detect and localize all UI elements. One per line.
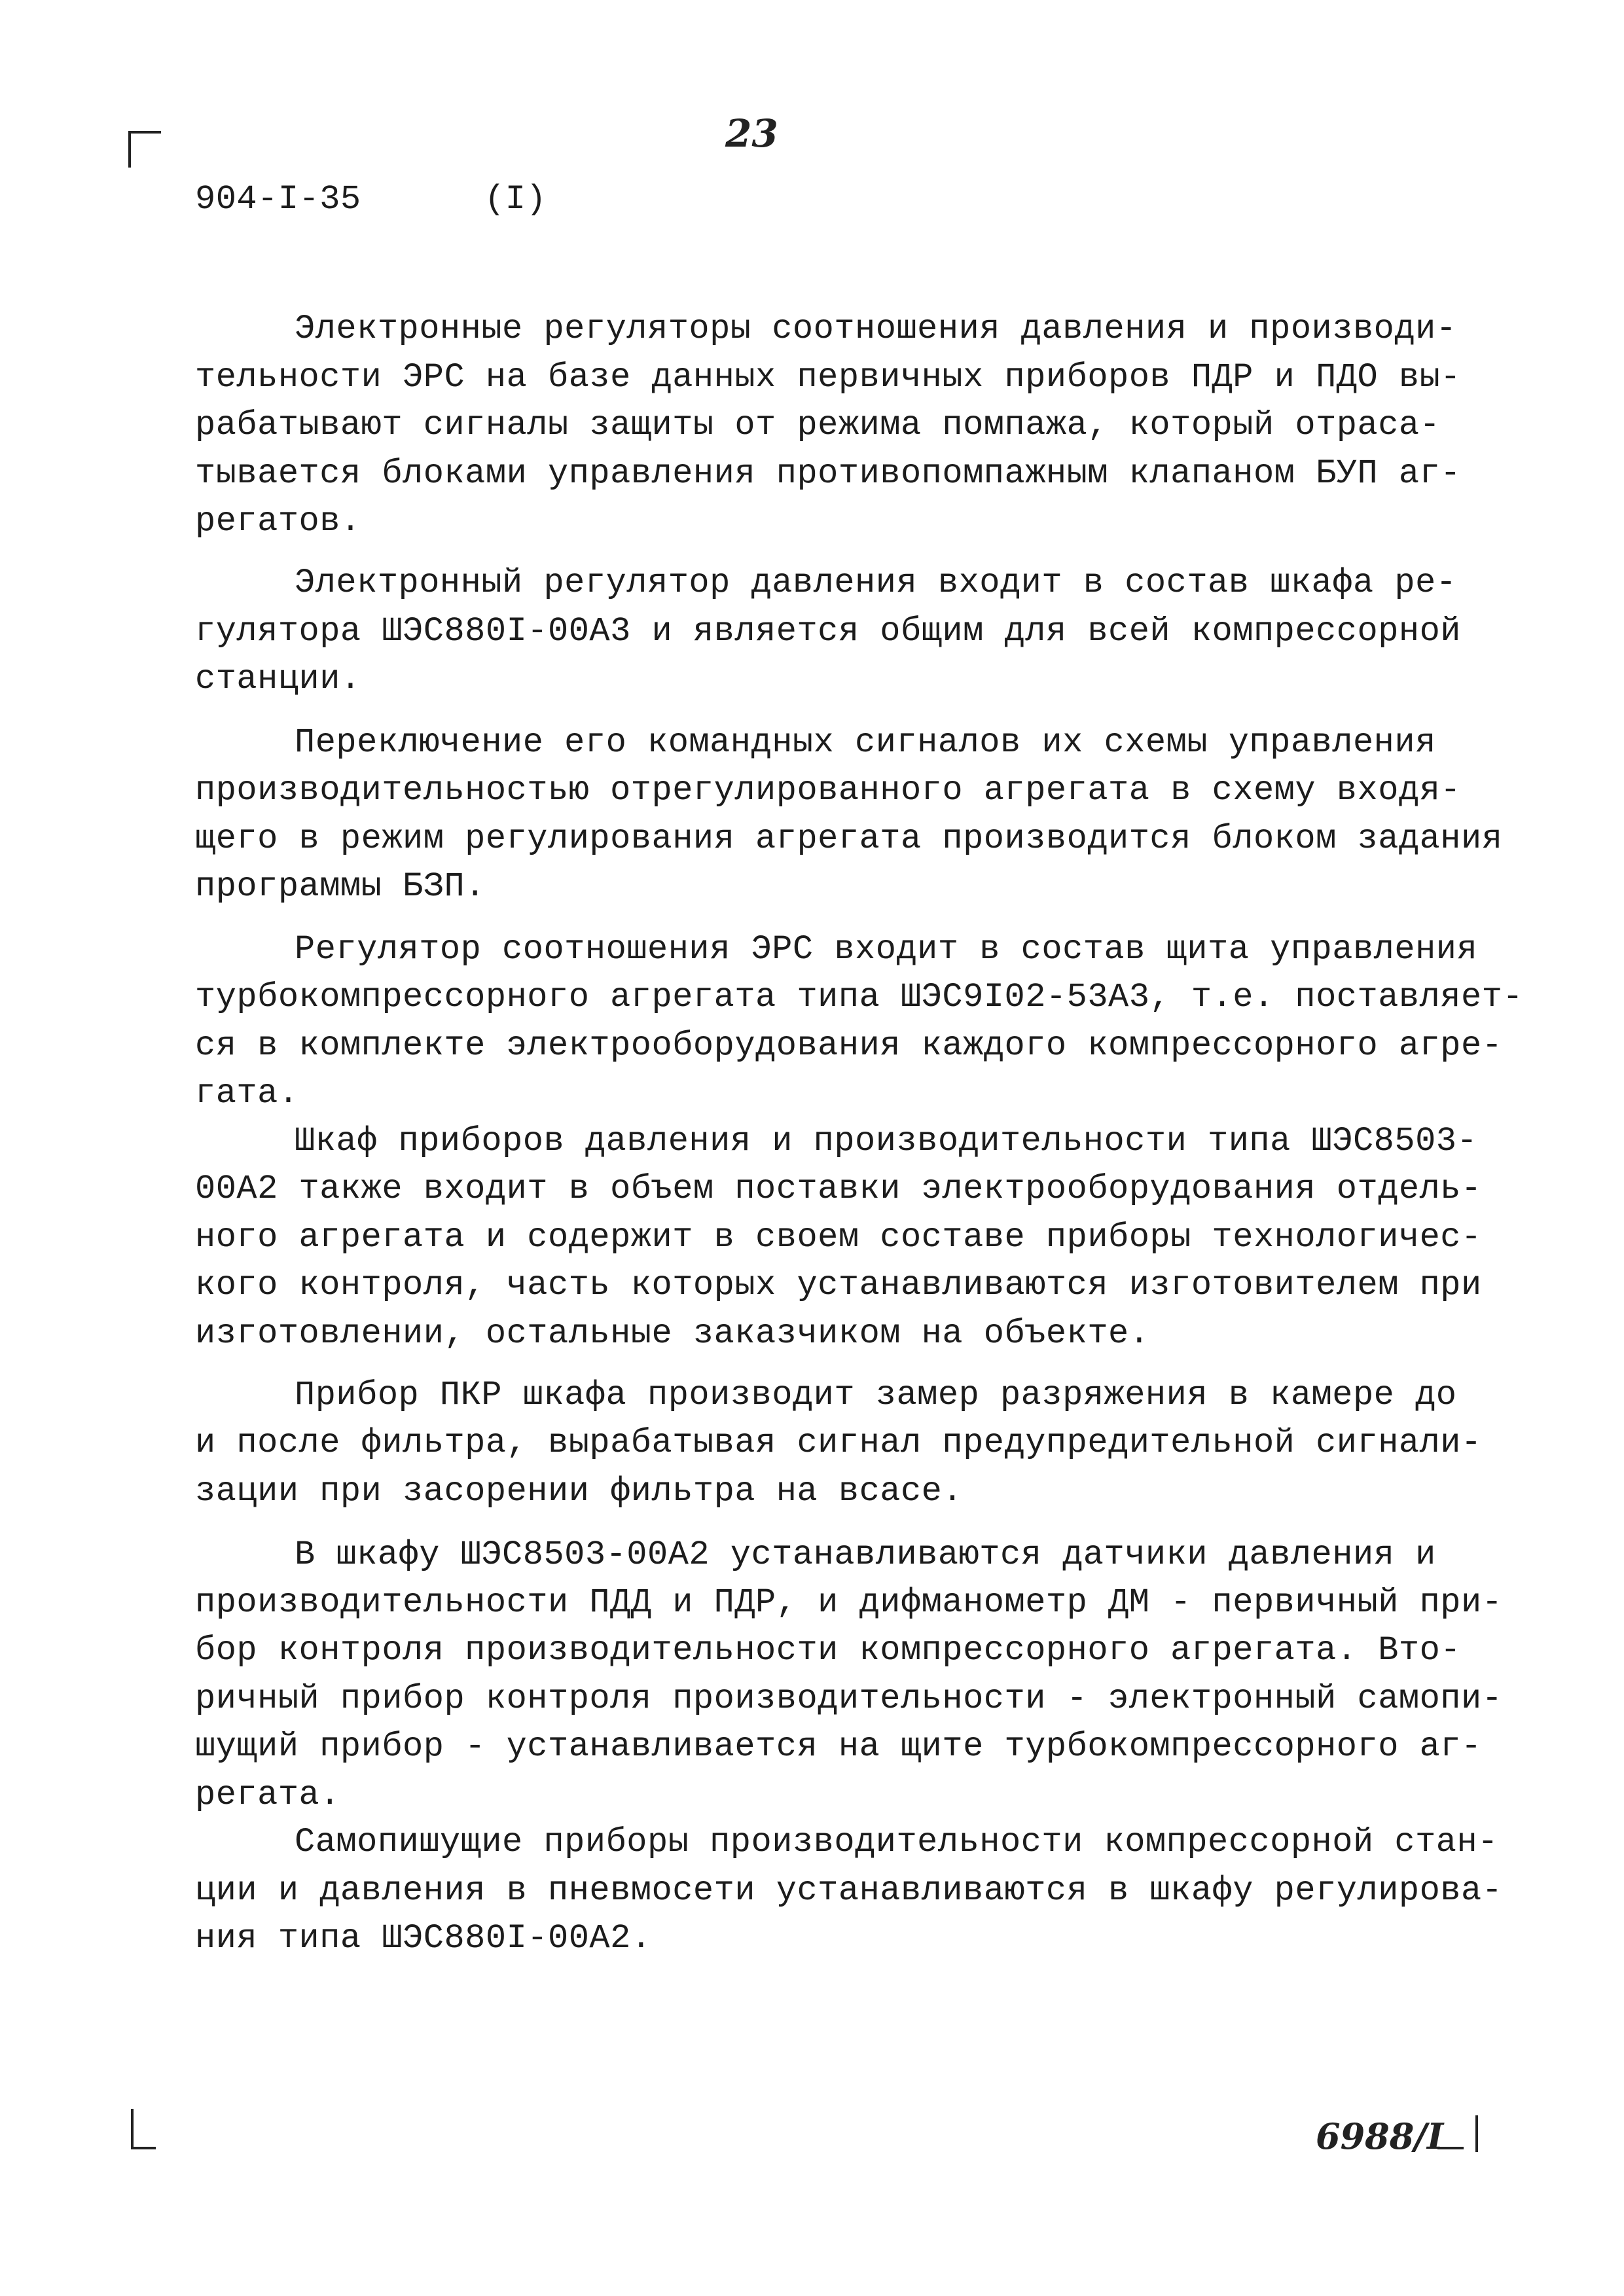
text-line: тельности ЭРС на базе данных первичных приборов ПДР и ПДО вы- xyxy=(195,358,1462,397)
text-line: регата. xyxy=(195,1776,340,1814)
text-line: рабатывают сигналы защиты от режима помпажа, который отраса- xyxy=(195,406,1441,444)
crop-mark-top-left xyxy=(128,131,161,168)
text-line: ричный прибор контроля производительности - электронный самопи- xyxy=(195,1679,1503,1718)
text-line: станции. xyxy=(195,660,361,698)
text-line: регатов. xyxy=(195,502,361,541)
text-line: ся в комплекте электрооборудования каждого компрессорного агре- xyxy=(195,1026,1503,1065)
text-line: Переключение его командных сигналов их схемы управления xyxy=(295,723,1436,762)
text-line: ния типа ШЭС880I-00А2. xyxy=(195,1919,652,1958)
text-line: Самопишущие приборы производительности компрессорной стан- xyxy=(295,1823,1498,1861)
page-number: 23 xyxy=(725,111,778,156)
crop-mark-bottom-right-bar xyxy=(1475,2115,1478,2152)
text-line: Шкаф приборов давления и производительности типа ШЭС8503- xyxy=(295,1122,1478,1160)
text-line: ного агрегата и содержит в своем составе приборы технологичес- xyxy=(195,1218,1482,1257)
text-line: гата. xyxy=(195,1074,299,1113)
document-part: (I) xyxy=(484,180,547,219)
text-line: Регулятор соотношения ЭРС входит в состав щита управления xyxy=(295,930,1478,969)
sheet-number: 6988/I xyxy=(1316,2115,1444,2157)
text-line: тывается блоками управления противопомпажным клапаном БУП аг- xyxy=(195,454,1462,493)
text-line: Прибор ПКР шкафа производит замер разряжения в камере до xyxy=(295,1376,1457,1414)
text-line: программы БЗП. xyxy=(195,867,486,906)
text-line: гулятора ШЭС880I-00А3 и является общим для всей компрессорной xyxy=(195,612,1462,651)
crop-mark-bottom-left xyxy=(131,2109,156,2149)
document-code: 904-I-35 xyxy=(195,180,361,219)
text-line: ции и давления в пневмосети устанавливаются в шкафу регулирова- xyxy=(195,1871,1503,1910)
text-line: щего в режим регулирования агрегата производится блоком задания xyxy=(195,819,1503,858)
text-line: и после фильтра, вырабатывая сигнал предупредительной сигнали- xyxy=(195,1424,1482,1462)
text-line: Электронный регулятор давления входит в состав шкафа ре- xyxy=(295,564,1457,602)
text-line: турбокомпрессорного агрегата типа ШЭС9I02-53А3, т.е. поставляет- xyxy=(195,978,1524,1016)
text-line: Электронные регуляторы соотношения давления и производи- xyxy=(295,310,1457,348)
text-line: изготовлении, остальные заказчиком на объекте. xyxy=(195,1314,1150,1353)
text-line: производительности ПДД и ПДР, и дифманометр ДМ - первичный при- xyxy=(195,1583,1503,1622)
text-line: кого контроля, часть которых устанавливаются изготовителем при xyxy=(195,1266,1482,1304)
text-line: зации при засорении фильтра на всасе. xyxy=(195,1472,964,1511)
text-line: В шкафу ШЭС8503-00А2 устанавливаются датчики давления и xyxy=(295,1535,1436,1574)
text-line: шущий прибор - устанавливается на щите турбокомпрессорного аг- xyxy=(195,1727,1482,1766)
text-line: 00А2 также входит в объем поставки электрооборудования отдель- xyxy=(195,1170,1482,1208)
text-line: бор контроля производительности компрессорного агрегата. Вто- xyxy=(195,1631,1462,1670)
text-line: производительностью отрегулированного агрегата в схему входя- xyxy=(195,771,1462,810)
